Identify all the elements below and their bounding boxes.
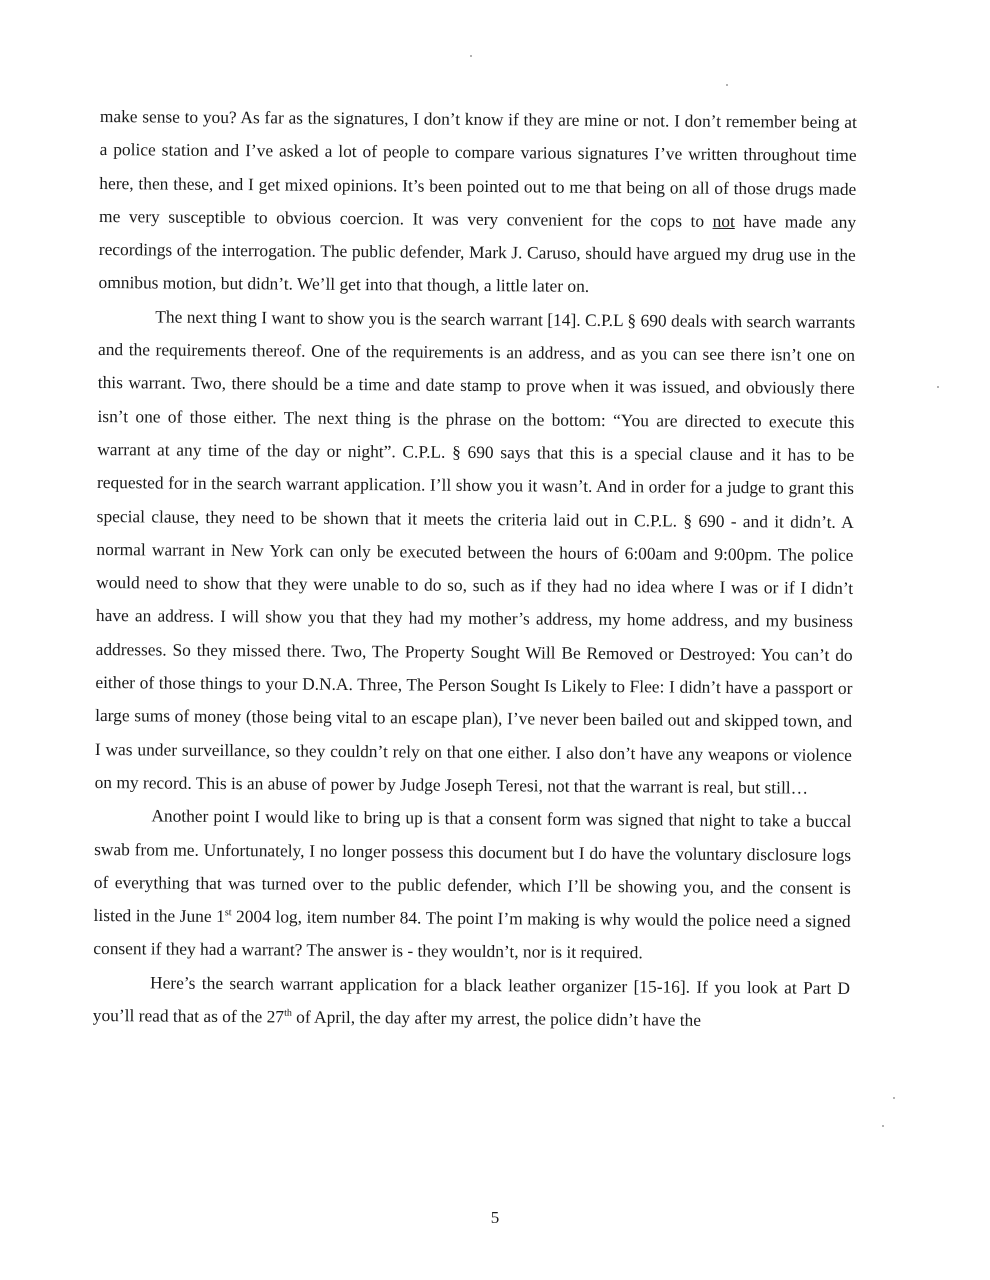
scan-speck [893, 1097, 895, 1099]
ordinal-suffix-th: th [284, 1007, 292, 1019]
underlined-word-not: not [712, 210, 735, 231]
paragraph-4-text-a: Here’s the search warrant application for a black leather organizer [15-16]. If you look at Part D you’ll read that as of the 27 [92, 972, 851, 1027]
scan-speck [882, 1125, 884, 1127]
paragraph-1 [98, 100, 857, 306]
paragraph-4 [93, 966, 850, 1039]
paragraph-1-text-b: have made any recordings of the interrogation. The public defender, Mark J. Caruso, should have argued my drug use in the omnibus motion, but didn’t. We’ll get into that though, a little later on. [98, 210, 857, 297]
paragraph-1-text-a: make sense to you? As far as the signatures, I don’t know if they are mine or not. I don’t remember being at a police station and I’ve asked a lot of people to compare various signatures I’ve written throughout time here, then these, and I get mixed opinions. It’s been pointed out to me that being on all of those drugs made me very susceptible to obvious coercion. It was very convenient for the cops to [99, 105, 857, 231]
paragraph-4-text-b: of April, the day after my arrest, the police didn’t have the [291, 1006, 702, 1030]
scan-speck [937, 386, 939, 388]
body-text [93, 100, 857, 1038]
paragraph-3-text-a: Another point I would like to bring up is that a consent form was signed that night to take a buccal swab from me. Unfortunately, I no longer possess this document but I do have the voluntary disclosure logs of everything that was turned over to the public defender, which I’ll be showing you, and the consent is listed in the June 1 [93, 805, 852, 927]
scan-speck [470, 55, 472, 57]
scan-speck [726, 84, 728, 86]
paragraph-2-text: The next thing I want to show you is the search warrant [14]. C.P.L § 690 deals with search warrants and the requirements thereof. One of the requirements is an address, and as you can see there isn’t one on this warrant. Two, there should be a time and date stamp to prove when it was issued, and obviously there isn’t one of those either. The next thing is the phrase on the bottom: “You are directed to execute this warrant at any time of the day or night”. C.P.L. § 690 says that this is a special clause and it has to be requested for in the search warrant application. I’ll show you it wasn’t. And in order for a judge to grant this special clause, they need to be shown that it meets the criteria laid out in C.P.L. § 690 - and it didn’t. A normal warrant in New York can only be executed between the hours of 6:00am and 9:00pm. The police would need to show that they were unable to do so, such as if they had no idea where I was or if I didn’t have an address. I will show you that they had my mother’s address, my home address, and my business addresses. So they missed there. Two, The Property Sought Will Be Removed or Destroyed: You can’t do either of those things to your D.N.A. Three, The Person Sought Is Likely to Flee: I didn’t have a passport or large sums of money (those being vital to an escape plan), I’ve never been bailed out and skipped town, and I was under surveillance, so they couldn’t rely on that one either. I also don’t have any weapons or violence on my record. This is an abuse of power by Judge Joseph Teresi, not that the warrant is real, but still… [94, 306, 856, 798]
paragraph-2 [95, 300, 856, 805]
paragraph-3 [93, 799, 851, 971]
page-number: 5 [490, 1208, 500, 1227]
paragraph-3-text-b: 2004 log, item number 84. The point I’m making is why would the police need a signed consent if they had a warrant? The answer is - they wouldn’t, nor is it required. [93, 906, 851, 963]
ordinal-suffix-st: st [224, 907, 232, 919]
